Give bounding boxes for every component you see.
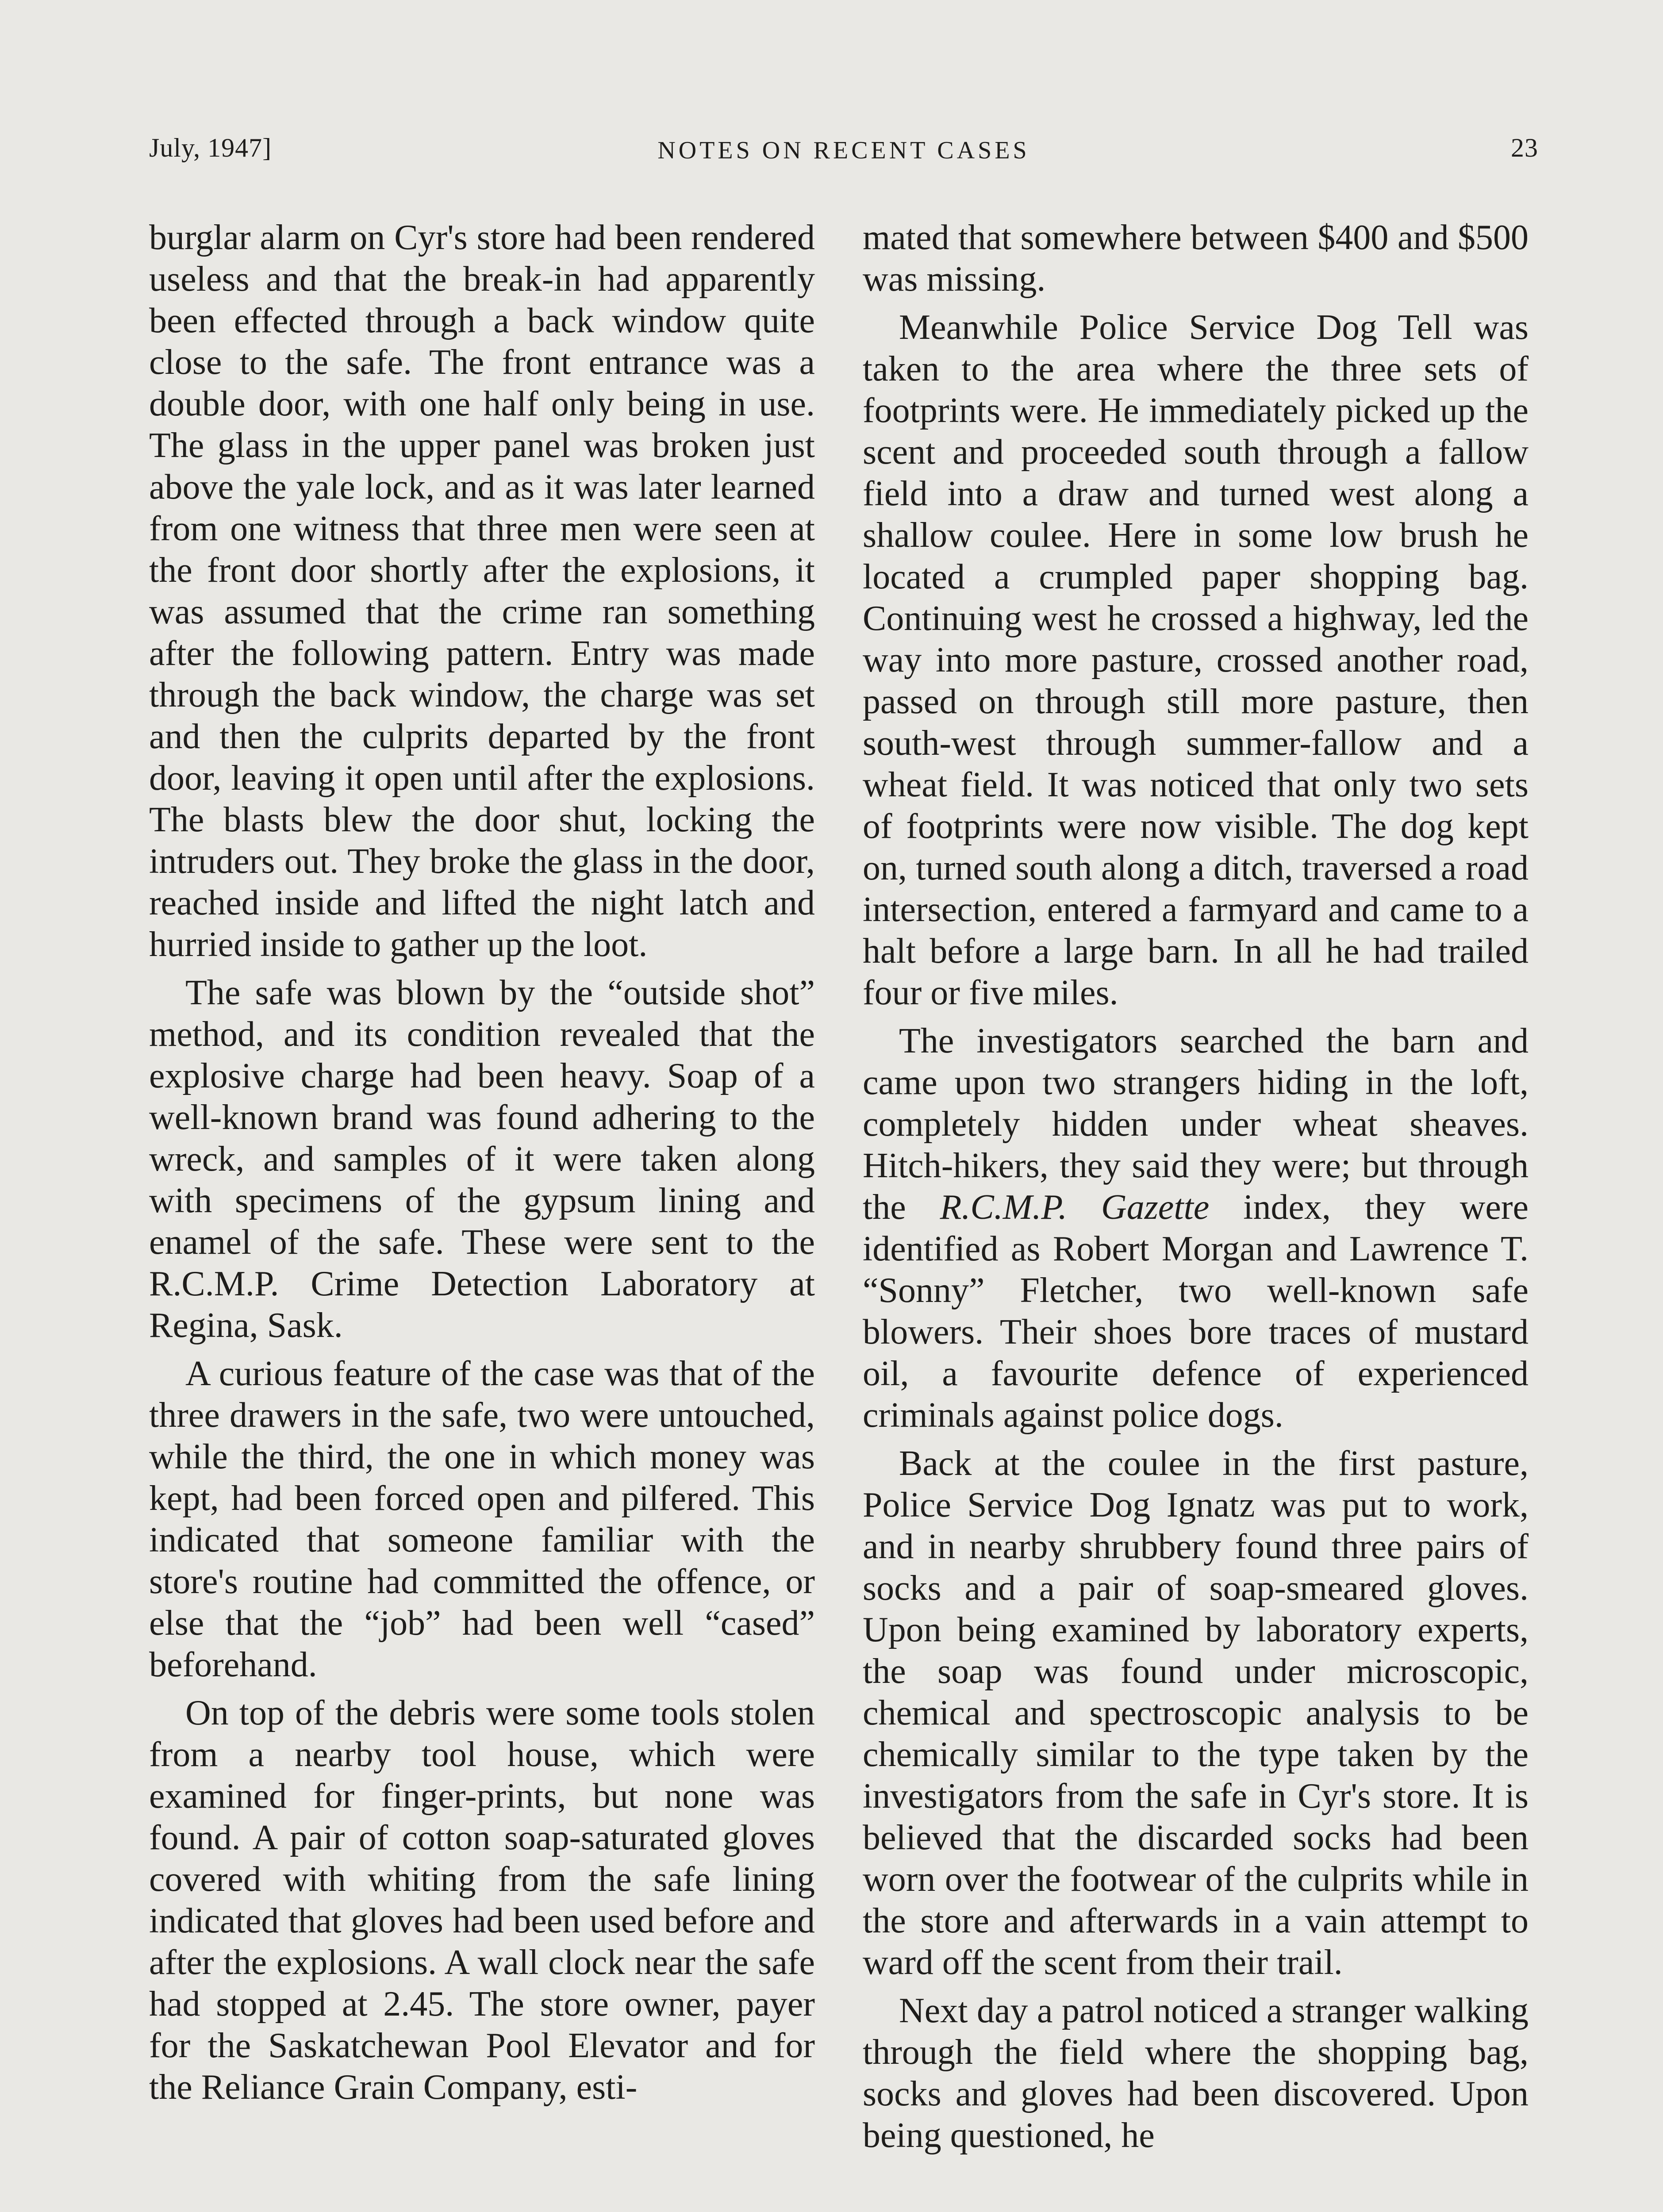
page-number: 23 [1511,133,1538,162]
right-paragraph-5: Next day a patrol noticed a stranger walking through the field where the shopping bag, socks and gloves had been discovered. Upon being questioned, he [863,1991,1529,2155]
left-paragraph-4: On top of the debris were some tools stolen from a nearby tool house, which were examined for finger-prints, but none was found. A pair of cotton soap-saturated gloves covered with whiting from the safe lining indicated that gloves had been used before and after the explosions. A wall clock near the safe had stopped at 2.45. The store owner, payer for the Saskatchewan Pool Elevator and for the Reliance Grain Company, esti- [149,1694,815,2107]
header-section-title: NOTES ON RECENT CASES [657,137,1030,164]
right-paragraph-2: Meanwhile Police Service Dog Tell was taken to the area where the three sets of footprints were. He immediately picked up the scent and proceeded south through a fallow field into a draw and turned west along a shallow coulee. Here in some low brush he located a crumpled paper shopping bag. Continuing west he crossed a highway, led the way into more pasture, crossed another road, passed on through still more pasture, then south-west through summer-fallow and a wheat field. It was noticed that only two sets of footprints were now visible. The dog kept on, turned south along a ditch, traversed a road intersection, entered a farmyard and came to a halt before a large barn. In all he had trailed four or five miles. [863,308,1529,1012]
gazette-title: R.C.M.P. Gazette [940,1188,1210,1227]
right-paragraph-3 [863,1020,1529,1436]
right-paragraph-4: Back at the coulee in the first pasture, Police Service Dog Ignatz was put to work, and in nearby shrubbery found three pairs of socks and a pair of soap-smeared gloves. Upon being examined by laboratory experts, the soap was found under microscopic, chemical and spectroscopic analysis to be chemically similar to the type taken by the investigators from the safe in Cyr's store. It is believed that the discarded socks had been worn over the footwear of the culprits while in the store and afterwards in a vain attempt to ward off the scent from their trail. [863,1444,1529,1982]
header-date: July, 1947] [149,133,272,162]
right-paragraph-1: mated that somewhere between $400 and $500 was missing. [863,218,1529,299]
running-head [149,133,1538,173]
right-paragraph-3-text-a: The investigators searched the barn and came upon two strangers hiding in the loft, completely hidden under wheat sheaves. Hitch-hikers, they said they were; but through the [863,1022,1529,1227]
left-column [149,217,815,2115]
left-paragraph-1: burglar alarm on Cyr's store had been rendered useless and that the break-in had apparently been effected through a back window quite close to the safe. The front entrance was a double door, with one half only being in use. The glass in the upper panel was broken just above the yale lock, and as it was later learned from one witness that three men were seen at the front door shortly after the explosions, it was assumed that the crime ran something after the following pattern. Entry was made through the back window, the charge was set and then the culprits departed by the front door, leaving it open until after the explosions. The blasts blew the door shut, locking the intruders out. They broke the glass in the door, reached inside and lifted the night latch and hurried inside to gather up the loot. [149,218,815,964]
right-paragraph-3-text-b: index, they were identified as Robert Morgan and Lawrence T. “Sonny” Fletcher, two well-known safe blowers. Their shoes bore traces of mustard oil, a favourite defence of experienced criminals against police dogs. [863,1188,1529,1435]
right-column [863,217,1529,2163]
left-paragraph-3: A curious feature of the case was that of the three drawers in the safe, two were untouched, while the third, the one in which money was kept, had been forced open and pilfered. This indicated that someone familiar with the store's routine had committed the offence, or else that the “job” had been well “cased” beforehand. [149,1354,815,1684]
left-paragraph-2: The safe was blown by the “outside shot” method, and its condition revealed that the explosive charge had been heavy. Soap of a well-known brand was found adhering to the wreck, and samples of it were taken along with specimens of the gypsum lining and enamel of the safe. These were sent to the R.C.M.P. Crime Detection Laboratory at Regina, Sask. [149,973,815,1345]
